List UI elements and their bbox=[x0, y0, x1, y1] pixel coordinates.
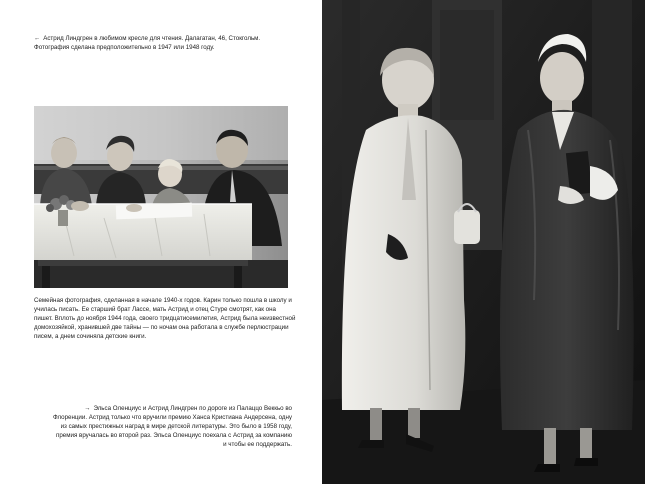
arrow-left-icon: ← bbox=[34, 35, 41, 42]
left-page bbox=[0, 0, 322, 484]
family-photo-icon bbox=[34, 106, 288, 288]
caption-bottom-text: Эльса Оленциус и Астрид Линдгрен по дороге из Палаццо Веккьо во Флоренции. Астрид только что вручили премию Ханса Кристиана Андерсена, одну из самых престижных наград в мире детской литературы. Это было в 1958 году, премия вручалась во второй раз. Эльса Оленциус поехала с Астрид за компанию и чтобы ее поддержать. bbox=[52, 405, 292, 449]
arrow-right-icon: → bbox=[84, 405, 91, 412]
caption-middle bbox=[34, 296, 296, 341]
caption-top-text: Астрид Линдгрен в любимом кресле для чтения. Далагатан, 46, Стокгольм. Фотография сделана предположительно в 1947 или 1948 году. bbox=[34, 35, 261, 52]
portrait-photo-icon bbox=[322, 0, 645, 484]
caption-middle-text: Семейная фотография, сделанная в начале 1940-х годов. Карин только пошла в школу и училась писать. Ее старший брат Лассе, мать Астрид и отец Стуре смотрят, как она пишет. Вплоть до ноября 1944 года, своего тридцатисемилетия, Астрид была неизвестной домохозяйкой, хранившей две тайны — по ночам она работала в службе перлюстрации писем, а днем сочиняла детские книги. bbox=[34, 297, 296, 341]
caption-top bbox=[34, 34, 292, 52]
right-page bbox=[322, 0, 645, 484]
caption-bottom bbox=[52, 404, 292, 449]
portrait-photo bbox=[322, 0, 645, 484]
family-photo bbox=[34, 106, 288, 288]
